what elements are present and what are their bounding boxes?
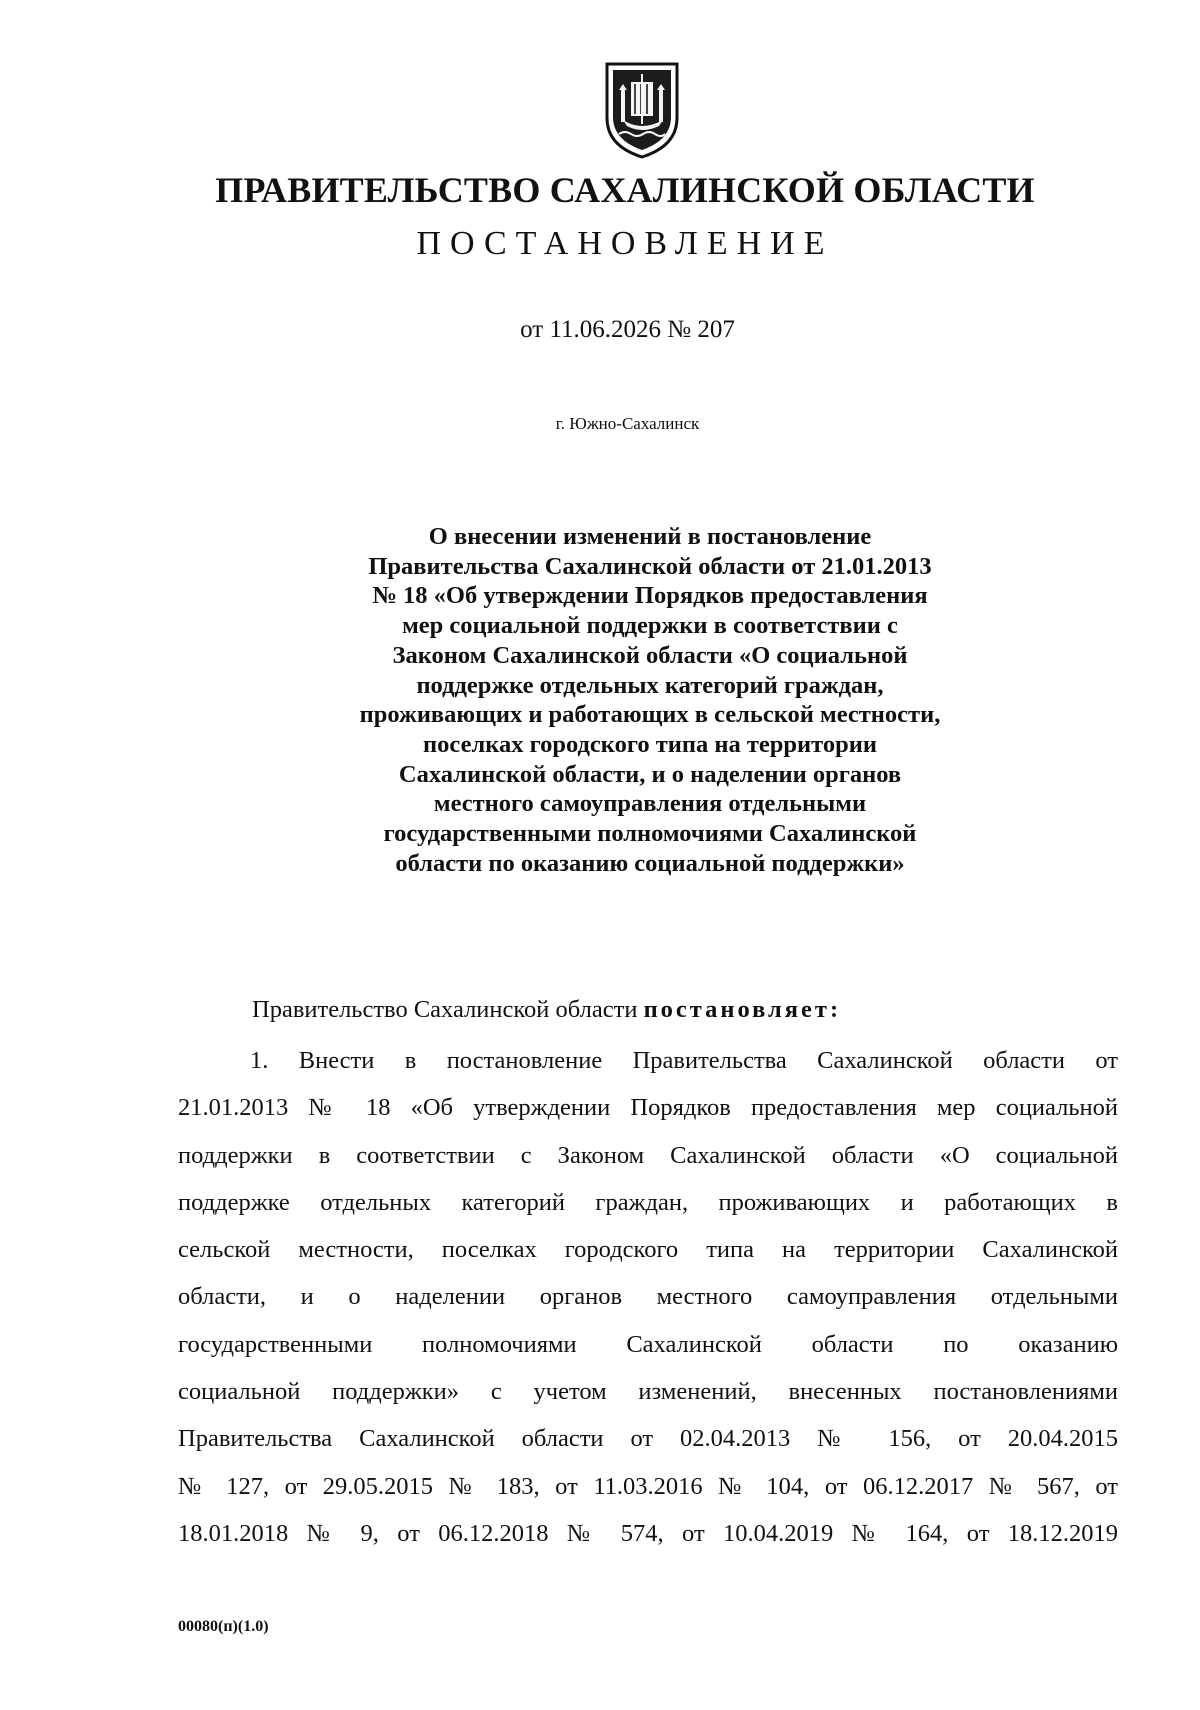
- preamble: [252, 994, 841, 1026]
- body-line: государственными полномочиями Сахалинской области по оказанию: [178, 1330, 1118, 1358]
- title-line: О внесении изменений в постановление: [428, 523, 872, 550]
- title-line: поселках городского типа на территории: [423, 730, 877, 758]
- document-city: г. Южно-Сахалинск: [555, 414, 700, 433]
- body-line: области, и о наделении органов местного самоуправления отдельными: [178, 1283, 1118, 1311]
- preamble-text: Правительство Сахалинской области: [252, 996, 644, 1023]
- title-line: Законом Сахалинской области «О социальной: [392, 641, 908, 669]
- body-line: Правительства Сахалинской области от 02.04.2013 № 156, от 20.04.2015: [178, 1425, 1118, 1453]
- body-line: 18.01.2018 № 9, от 06.12.2018 № 574, от 10.04.2019 № 164, от 18.12.2019: [178, 1519, 1118, 1547]
- coat-of-arms-icon: [601, 60, 683, 160]
- body-line: поддержки в соответствии с Законом Сахалинской области «О социальной: [178, 1141, 1118, 1169]
- title-line: № 18 «Об утверждении Порядков предоставления: [372, 582, 928, 610]
- body-line: сельской местности, поселках городского типа на территории Сахалинской: [178, 1236, 1118, 1264]
- body-line: 1. Внести в постановление Правительства Сахалинской области от: [250, 1047, 1118, 1074]
- form-code: 00080(п)(1.0): [178, 1618, 269, 1635]
- title-line: государственными полномочиями Сахалинской: [383, 820, 917, 848]
- title-line: Сахалинской области, и о наделении органов: [398, 760, 902, 788]
- body-paragraph: [178, 1045, 1118, 1565]
- title-line: Правительства Сахалинской области от 21.01.2013: [368, 552, 932, 580]
- title-line: области по оказанию социальной поддержки»: [395, 849, 905, 877]
- body-line: № 127, от 29.05.2015 № 183, от 11.03.2016 № 104, от 06.12.2017 № 567, от: [178, 1472, 1118, 1500]
- body-line: 21.01.2013 № 18 «Об утверждении Порядков предоставления мер социальной: [178, 1094, 1118, 1122]
- document-date-number: от 11.06.2026 № 207: [520, 316, 735, 343]
- body-line: поддержке отдельных категорий граждан, проживающих и работающих в: [178, 1188, 1118, 1216]
- document-title: [300, 522, 1000, 878]
- preamble-resolves: постановляет:: [643, 996, 842, 1023]
- title-line: мер социальной поддержки в соответствии с: [402, 612, 898, 640]
- title-line: местного самоуправления отдельными: [433, 790, 867, 818]
- title-line: проживающих и работающих в сельской местности,: [359, 701, 941, 729]
- title-line: поддержке отдельных категорий граждан,: [416, 671, 884, 699]
- document-type: ПОСТАНОВЛЕНИЕ: [416, 225, 834, 262]
- body-line: социальной поддержки» с учетом изменений, внесенных постановлениями: [178, 1378, 1118, 1406]
- organization-name: ПРАВИТЕЛЬСТВО САХАЛИНСКОЙ ОБЛАСТИ: [215, 170, 1035, 210]
